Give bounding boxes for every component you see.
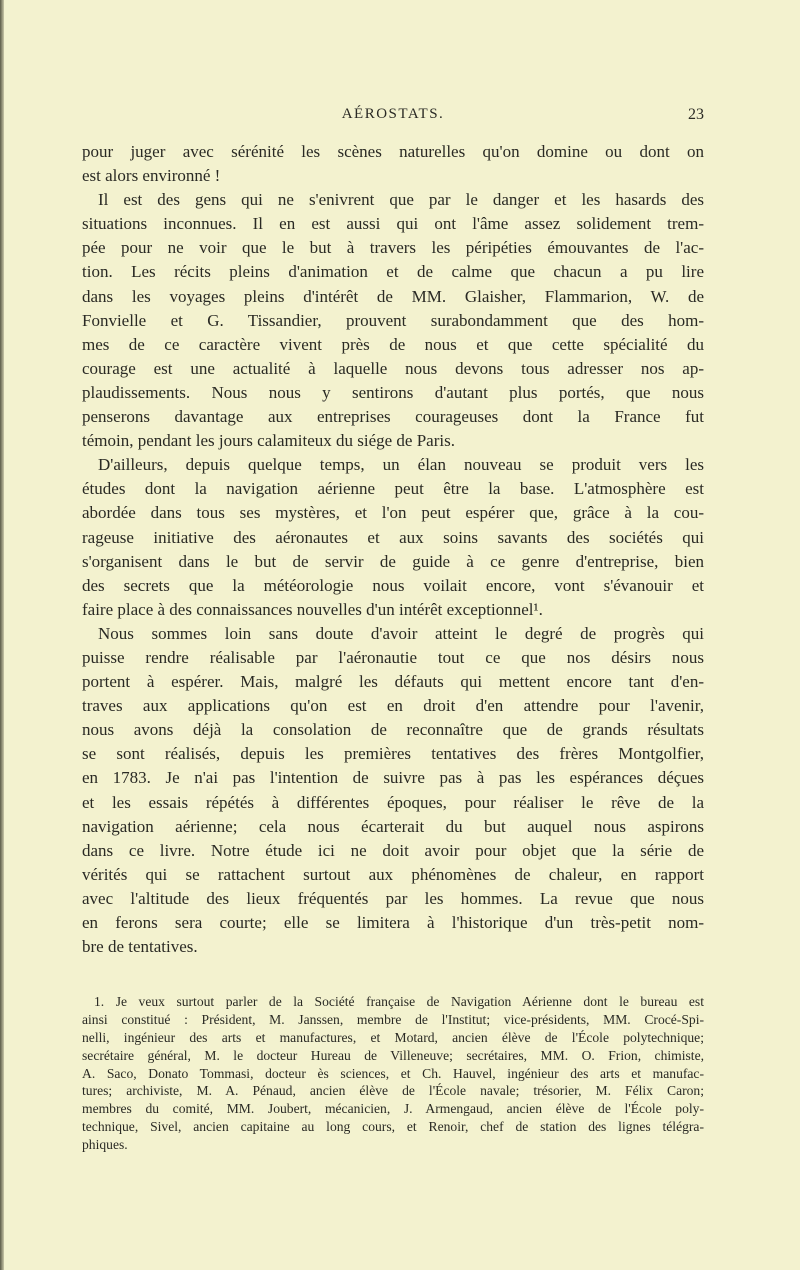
text-line: puisse rendre réalisable par l'aéronautie tout ce que nos désirs nous xyxy=(82,647,704,667)
footnote-line: membres du comité, MM. Joubert, mécanicien, J. Armengaud, ancien élève de l'École poly- xyxy=(82,1101,704,1117)
text-line: mes de ce caractère vivent près de nous et que cette spécialité du xyxy=(82,334,704,354)
text-line: dans les voyages pleins d'intérêt de MM. Glaisher, Flammarion, W. de xyxy=(82,286,704,306)
text-line: des secrets que la météorologie nous voilait encore, vont s'évanouir et xyxy=(82,575,704,595)
text-line: courage est une actualité à laquelle nous devons tous adresser nos ap- xyxy=(82,358,704,378)
text-line: tion. Les récits pleins d'animation et de calme que chacun a pu lire xyxy=(82,262,704,282)
footnote-line: A. Saco, Donato Tommasi, docteur ès sciences, et Ch. Hauvel, ingénieur des arts et manufac- xyxy=(82,1065,704,1081)
text-line: Fonvielle et G. Tissandier, prouvent surabondamment que des hom- xyxy=(82,310,704,330)
text-line: pour juger avec sérénité les scènes naturelles qu'on domine ou dont on xyxy=(82,142,704,161)
text-line: dans ce livre. Notre étude ici ne doit avoir pour objet que la série de xyxy=(82,840,704,860)
text-line: en 1783. Je n'ai pas l'intention de suivre pas à pas les espérances déçues xyxy=(82,768,704,788)
footnote-line: nelli, ingénieur des arts et manufactures, et Motard, ancien élève de l'École polytechnique; xyxy=(82,1029,704,1045)
text-line: s'organisent dans le but de servir de guide à ce genre d'entreprise, bien xyxy=(82,551,704,571)
text-line: portent à espérer. Mais, malgré les défauts qui mettent encore tant d'en- xyxy=(82,672,704,692)
footnote-line: technique, Sivel, ancien capitaine au long cours, et Renoir, chef de station des lignes télégra- xyxy=(82,1119,704,1135)
running-title: AÉROSTATS. xyxy=(341,106,445,122)
text-line: bre de tentatives. xyxy=(82,937,198,957)
text-line: et les essais répétés à différentes époques, pour réaliser le rêve de la xyxy=(82,792,704,812)
text-line: en ferons sera courte; elle se limitera à l'historique d'un très-petit nom- xyxy=(82,913,704,932)
page-number: 23 xyxy=(688,106,704,123)
text-line: est alors environné ! xyxy=(82,166,221,186)
footnote-line: tures; archiviste, M. A. Pénaud, ancien élève de l'École navale; trésorier, M. Félix Caron; xyxy=(82,1083,704,1099)
text-line: pée pour ne voir que le but à travers les péripéties émouvantes de l'ac- xyxy=(82,238,704,258)
text-line: D'ailleurs, depuis quelque temps, un élan nouveau se produit vers les xyxy=(98,455,704,475)
text-line: témoin, pendant les jours calamiteux du siége de Paris. xyxy=(82,431,455,451)
footnote-line: phiques. xyxy=(82,1137,128,1153)
text-line: traves aux applications qu'on est en droit d'en attendre pour l'avenir, xyxy=(82,696,704,716)
footnote-line: secrétaire général, M. le docteur Hureau de Villeneuve; secrétaires, MM. O. Frion, chimiste, xyxy=(82,1047,704,1063)
text-line: nous avons déjà la consolation de reconnaître que de grands résultats xyxy=(82,720,704,740)
text-line: faire place à des connaissances nouvelles d'un intérêt exceptionnel¹. xyxy=(82,599,543,619)
footnotes xyxy=(82,993,704,1154)
text-line: navigation aérienne; cela nous écarterait du but auquel nous aspirons xyxy=(82,816,704,836)
text-line: plaudissements. Nous nous y sentirons d'autant plus portés, que nous xyxy=(82,382,704,402)
text-line: situations inconnues. Il en est aussi qui ont l'âme assez solidement trem- xyxy=(82,214,704,234)
text-line: études dont la navigation aérienne peut être la base. L'atmosphère est xyxy=(82,479,704,499)
page-header xyxy=(82,106,704,130)
footnote-line: 1. Je veux surtout parler de la Société française de Navigation Aérienne dont le bureau est xyxy=(94,994,704,1009)
body-text xyxy=(82,140,704,959)
page-edge xyxy=(0,0,4,1270)
text-line: se sont réalisés, depuis les premières tentatives des frères Montgolfier, xyxy=(82,744,704,764)
text-line: penserons davantage aux entreprises courageuses dont la France fut xyxy=(82,407,704,427)
footnote-line: ainsi constitué : Président, M. Janssen, membre de l'Institut; vice-présidents, MM. Crocé-Spi- xyxy=(82,1011,704,1027)
text-line: Nous sommes loin sans doute d'avoir atteint le degré de progrès qui xyxy=(98,623,704,643)
text-line: abordée dans tous ses mystères, et l'on peut espérer que, grâce à la cou- xyxy=(82,503,704,523)
text-line: vérités qui se rattachent surtout aux phénomènes de chaleur, en rapport xyxy=(82,864,704,884)
text-line: Il est des gens qui ne s'enivrent que par le danger et les hasards des xyxy=(98,190,704,210)
text-line: avec l'altitude des lieux fréquentés par les hommes. La revue que nous xyxy=(82,888,704,908)
text-line: rageuse initiative des aéronautes et aux soins savants des sociétés qui xyxy=(82,527,704,547)
